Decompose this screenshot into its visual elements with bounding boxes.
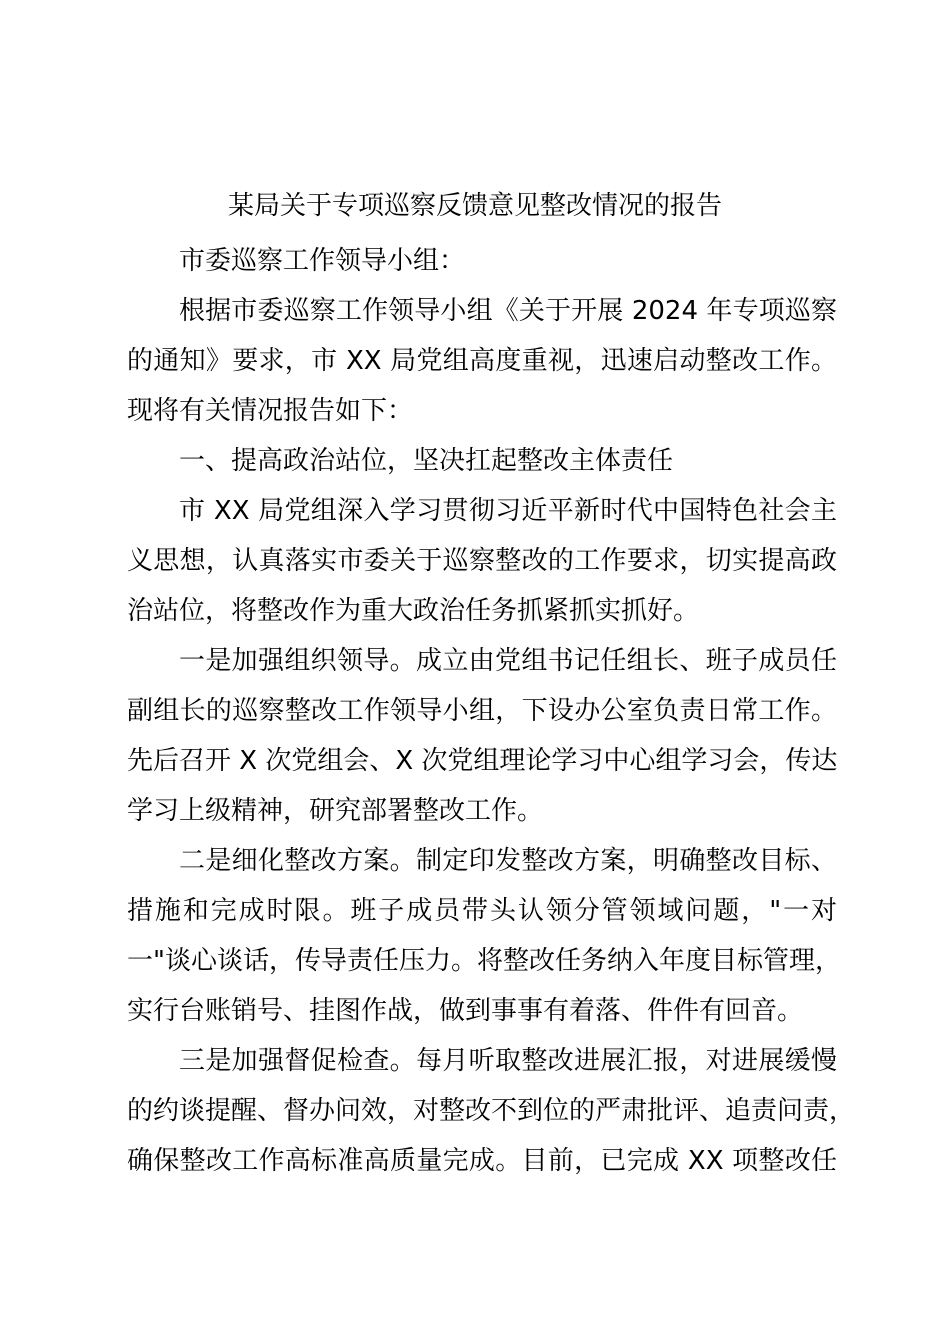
- text-line: 义思想，认真落实市委关于巡察整改的工作要求，切实提高政: [127, 546, 837, 576]
- document-body: [127, 236, 856, 1186]
- text-line: 的约谈提醒、督办问效，对整改不到位的严肃批评、追责问责，: [127, 1096, 856, 1126]
- text-line: 市委巡察工作领导小组：: [179, 246, 466, 276]
- text-line: 根据市委巡察工作领导小组《关于开展 2024 年专项巡察: [179, 296, 837, 326]
- text-line: 一"谈心谈话，传导责任压力。将整改任务纳入年度目标管理，: [127, 946, 841, 976]
- text-line: 现将有关情况报告如下：: [127, 396, 414, 426]
- text-line: 的通知》要求，市 XX 局党组高度重视，迅速启动整改工作。: [127, 346, 837, 376]
- text-line: 措施和完成时限。班子成员带头认领分管领域问题，"一对: [127, 896, 837, 926]
- text-line: 副组长的巡察整改工作领导小组，下设办公室负责日常工作。: [127, 696, 837, 726]
- text-line: 二是细化整改方案。制定印发整改方案，明确整改目标、: [179, 846, 837, 876]
- text-line: 确保整改工作高标准高质量完成。目前，已完成 XX 项整改任: [127, 1146, 837, 1176]
- text-line: 市 XX 局党组深入学习贯彻习近平新时代中国特色社会主: [179, 496, 837, 526]
- text-line: 治站位，将整改作为重大政治任务抓紧抓实抓好。: [127, 596, 700, 626]
- text-line: 学习上级精神，研究部署整改工作。: [127, 796, 544, 826]
- text-line: 三是加强督促检查。每月听取整改进展汇报，对进展缓慢: [179, 1046, 837, 1076]
- document-title: 某局关于专项巡察反馈意见整改情况的报告: [227, 191, 722, 221]
- text-line: 实行台账销号、挂图作战，做到事事有着落、件件有回音。: [127, 996, 804, 1026]
- text-line: 先后召开 X 次党组会、X 次党组理论学习中心组学习会，传达: [127, 746, 838, 776]
- text-line: 一、提高政治站位，坚决扛起整改主体责任: [179, 446, 674, 476]
- text-line: 一是加强组织领导。成立由党组书记任组长、班子成员任: [179, 646, 837, 676]
